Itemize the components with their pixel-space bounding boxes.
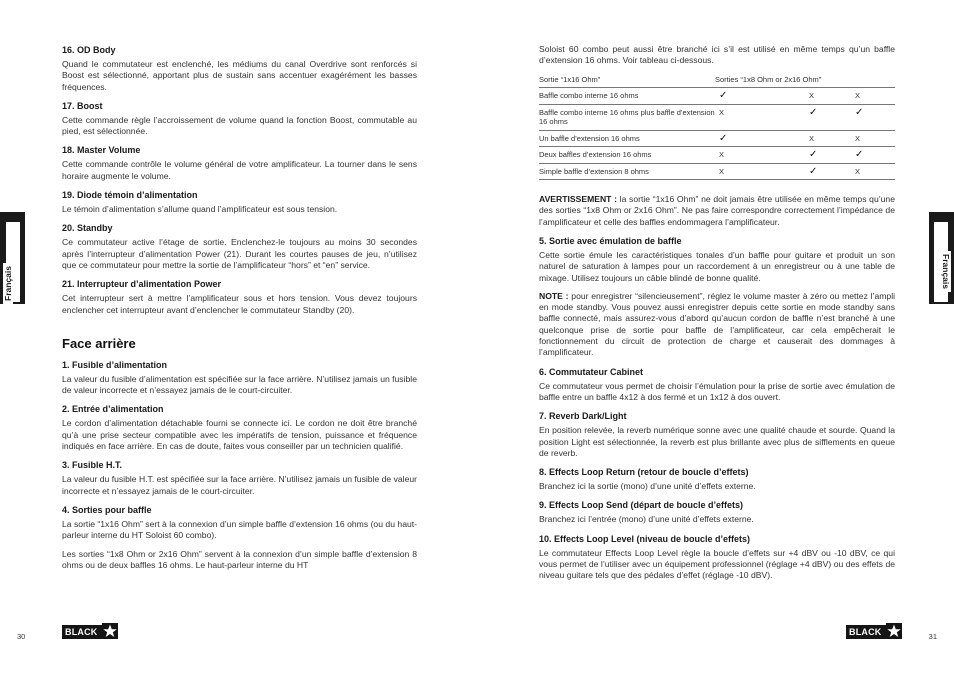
section-text: Cette commande règle l’accroissement de volume quand la fonction Boost, commutable au pied, est sélectionnée. (62, 114, 417, 137)
section-text: En position relevée, la reverb numérique sonne avec une qualité chaude et sourde. Quand la position Light est sélectionnée, la reverb est plus brillante avec plus de sifflements en queue de reverb. (539, 425, 895, 458)
section-heading: 7. Reverb Dark/Light (539, 411, 627, 422)
section-heading: 18. Master Volume (62, 145, 141, 156)
section-heading: 5. Sortie avec émulation de baffle (539, 235, 682, 246)
cell: ✓ (855, 147, 895, 164)
section-text: Ce commutateur active l’étage de sortie. Enclenchez-le toujours au moins 30 secondes après l’interrupteur d’alimentation Power (21). Durant les courtes pauses de jeu, n’utilisez que ce commutateur pour mettre la sortie de l’amplificateur “hors” et “en” service. (62, 237, 417, 270)
star-icon (102, 623, 118, 639)
table-header-row (539, 74, 895, 88)
section-text: Ce commutateur vous permet de choisir l’émulation pour la prise de sortie avec émulation de baffle entre un baffle 4x12 à dos fermé et un 1x12 à dos ouvert. (539, 380, 895, 402)
cell: ✓ (809, 104, 855, 130)
table-header: Sorties “1x8 Ohm or 2x16 Ohm” (715, 74, 895, 88)
section-text: Cette commande contrôle le volume général de votre amplificateur. La tourner dans le sens horaire augmente le volume. (62, 159, 417, 181)
section-6 (539, 366, 895, 404)
section-17 (62, 100, 417, 138)
section-heading: 20. Standby (62, 223, 113, 234)
section-text: La sortie “1x16 Ohm” sert à la connexion d’un simple baffle d’extension 16 ohms (ou du haut-parleur interne du HT Soloist 60 combo). (62, 518, 417, 541)
left-column (62, 44, 417, 578)
section-heading: 17. Boost (62, 100, 103, 111)
brand-logo (846, 625, 892, 639)
section-20 (62, 222, 417, 271)
star-icon (886, 623, 902, 639)
logo-text: BLACK (849, 627, 882, 637)
section-text: Cet interrupteur sert à mettre l’amplificateur sous et hors tension. Vous devez toujours enclencher cet interrupteur avant d’enclencher le commutateur Standby (20). (62, 293, 417, 315)
page-number: 30 (17, 632, 26, 641)
section-text: Le commutateur Effects Loop Level règle la boucle d’effets sur +4 dBV ou -10 dBV, ce qui vous permet de l’utiliser avec un équipement professionnel (réglage +4 dBV) ou des effets de niveau guitare tels que des pédales d’effet (réglage -10 dBV). (539, 547, 895, 581)
warning-paragraph (539, 194, 895, 228)
cell: X (855, 163, 895, 180)
section-heading: 19. Diode témoin d’alimentation (62, 190, 198, 201)
section-heading: 1. Fusible d’alimentation (62, 359, 168, 370)
section-9 (539, 499, 895, 525)
section-text: Cette sortie émule les caractéristiques tonales d’un baffle pour guitare et produit un son naturel de saturation à lampes pour un raccordement à un enregistreur ou à une table de mixage. Utilisez toujours un câble blindé de bonne qualité. (539, 249, 895, 283)
table-header: Sortie “1x16 Ohm” (539, 74, 715, 88)
section-text: Le témoin d’alimentation s’allume quand l’amplificateur est sous tension. (62, 204, 338, 215)
logo-text: BLACK (65, 627, 98, 637)
row-label: Baffle combo interne 16 ohms (539, 88, 715, 105)
cell: X (715, 104, 809, 130)
section-heading: 16. OD Body (62, 45, 116, 55)
section-heading: 2. Entrée d’alimentation (62, 404, 164, 415)
section-3 (62, 459, 417, 497)
cell: X (855, 130, 895, 147)
cell: ✓ (715, 88, 809, 105)
section-text-2: Les sorties “1x8 Ohm or 2x16 Ohm” servent à la connexion d’un simple baffle d’extension 8 ohms ou de deux baffles 16 ohms. Le haut-parleur interne du HT (62, 548, 417, 570)
cell: X (715, 147, 809, 164)
cell: X (855, 88, 895, 105)
note-text: pour enregistrer “silencieusement”, réglez le volume master à zéro ou mettez l’ampli en mode standby. Vous pouvez aussi enregistrer depuis cette sortie en mode standby sans baffle connecté, mais assurez-vous d’abord qu’aucun cordon de baffle n’est branché à une quelconque prise de sortie pour baffle de l’amplificateur, car cela empêcherait le fonctionnement du circuit de protection de charge et causerait des dommages à l’amplificateur. (539, 290, 896, 358)
section-heading: 10. Effects Loop Level (niveau de boucle d’effets) (539, 533, 751, 544)
right-page (477, 0, 954, 677)
row-label: Deux baffles d’extension 16 ohms (539, 147, 715, 164)
section-1 (62, 359, 417, 397)
note-label: NOTE : (539, 290, 569, 301)
side-tab-left (0, 212, 25, 304)
cell: X (809, 88, 855, 105)
speaker-output-table (539, 74, 895, 181)
section-19 (62, 189, 417, 215)
cell: X (809, 130, 855, 147)
table-row (539, 88, 895, 105)
cell: ✓ (809, 147, 855, 164)
section-text: La valeur du fusible H.T. est spécifiée sur la face arrière. N’utilisez jamais un fusible de valeur incorrecte et n’essayez jamais de le court-circuiter. (62, 474, 417, 496)
section-heading: 8. Effects Loop Return (retour de boucle d’effets) (539, 467, 749, 478)
section-2 (62, 403, 417, 452)
section-heading: 21. Interrupteur d’alimentation Power (62, 279, 222, 290)
section-8 (539, 466, 895, 492)
warning-label: AVERTISSEMENT : (539, 194, 617, 205)
section-7 (539, 410, 895, 459)
table-row (539, 163, 895, 180)
section-heading: 6. Commutateur Cabinet (539, 366, 644, 377)
cell: ✓ (855, 104, 895, 130)
page-number: 31 (928, 632, 937, 641)
table-row (539, 130, 895, 147)
face-arriere-title: Face arrière (62, 335, 136, 351)
side-tab-right (929, 212, 954, 304)
warning-text: la sortie “1x16 Ohm” ne doit jamais être utilisée en même temps qu’une des sorties “1x8 Ohm or 2x16 Ohm”. Ne pas faire correspondre correctement l’impédance de l’amplificateur et celle des baffles endommagera l’amplificateur. (539, 194, 895, 227)
section-18 (62, 144, 417, 182)
cell: ✓ (809, 163, 855, 180)
section-10 (539, 533, 895, 582)
section-text: Branchez ici la sortie (mono) d’une unité d’effets externe. (539, 481, 756, 492)
section-text: Quand le commutateur est enclenché, les médiums du canal Overdrive sont renforcés si Boost est sélectionné, apportant plus de sustain sans accentuer exagérément les basses fréquences. (62, 59, 417, 92)
section-heading: 9. Effects Loop Send (départ de boucle d’effets) (539, 500, 744, 511)
row-label: Un baffle d’extension 16 ohms (539, 130, 715, 147)
section-heading: 4. Sorties pour baffle (62, 504, 152, 515)
section-text: Branchez ici l’entrée (mono) d’une unité d’effets externe. (539, 514, 754, 525)
note-paragraph (539, 291, 895, 359)
table-row (539, 104, 895, 130)
section-heading: 3. Fusible H.T. (62, 460, 123, 471)
row-label: Baffle combo interne 16 ohms plus baffle d’extension 16 ohms (539, 104, 715, 130)
side-tab-label: Français (3, 263, 13, 304)
row-label: Simple baffle d’extension 8 ohms (539, 163, 715, 180)
section-4 (62, 504, 417, 571)
section-text: La valeur du fusible d’alimentation est spécifiée sur la face arrière. N’utilisez jamais un fusible de valeur incorrecte et n’essayez jamais de le court-circuiter. (62, 373, 417, 396)
side-tab-label: Français (941, 251, 951, 292)
intro-text: Soloist 60 combo peut aussi être branché ici s’il est utilisé en même temps qu’un baffle d’extension 16 ohms. Voir tableau ci-dessous. (539, 44, 895, 66)
cell: X (715, 163, 809, 180)
brand-logo (62, 625, 108, 639)
cell: ✓ (715, 130, 809, 147)
section-21 (62, 278, 417, 316)
table-row (539, 147, 895, 164)
section-5 (539, 235, 895, 284)
section-text: Le cordon d’alimentation détachable fourni se connecte ici. Le cordon ne doit être branché qu’à une prise secteur compatible avec les impératifs de tension, puissance et fréquence indiqués en face arrière. En cas de doute, faites vous conseiller par un technicien qualifié. (62, 418, 417, 452)
right-column (539, 44, 895, 589)
section-16 (62, 44, 417, 93)
